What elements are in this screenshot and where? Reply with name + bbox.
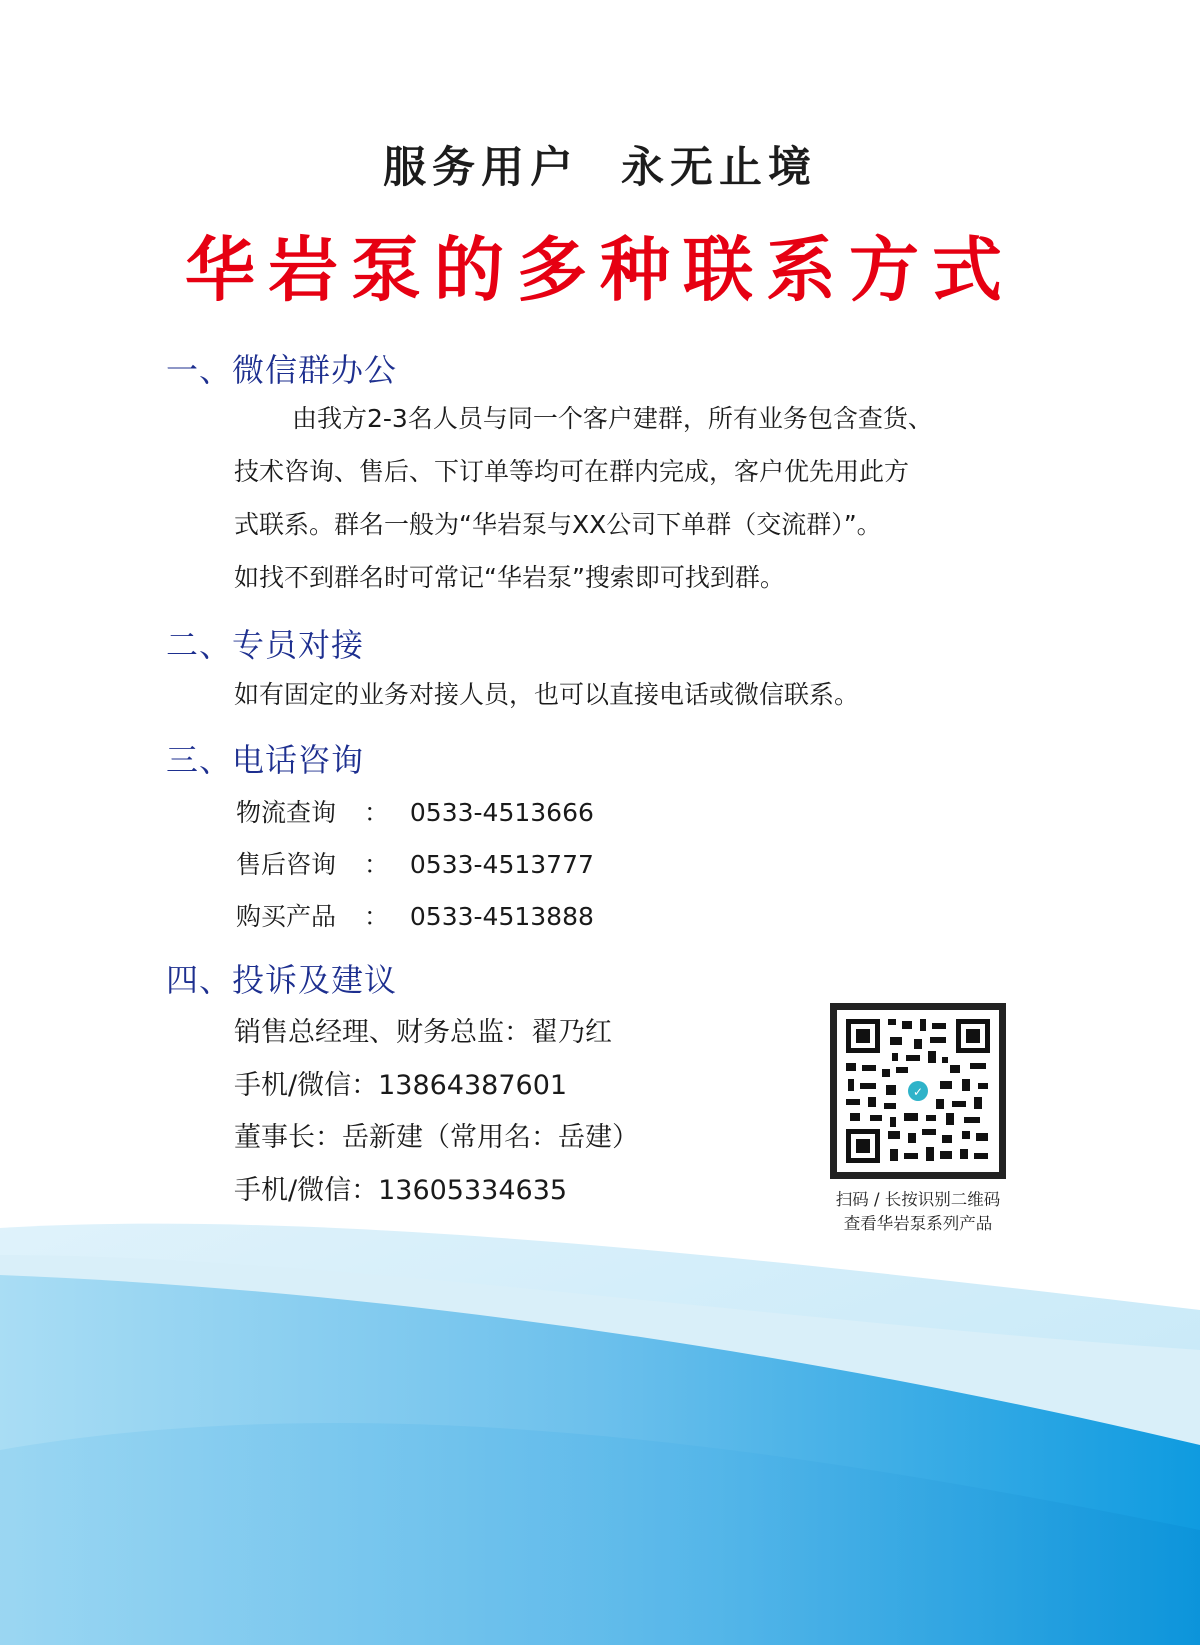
phone-row-logistics xyxy=(236,793,594,829)
main-title: 华岩泵的多种联系方式 xyxy=(185,229,1015,311)
qr-caption-line: 查看华岩泵系列产品 xyxy=(843,1214,993,1233)
paragraph-line: 技术咨询、售后、下订单等均可在群内完成，客户优先用此方 xyxy=(234,457,910,486)
section-heading-dedicated-contact: 二、专员对接 xyxy=(166,626,365,664)
phone-number[interactable]: 0533-4513777 xyxy=(409,850,594,879)
phone-colon: ： xyxy=(363,902,389,931)
phone-row-after-sales xyxy=(236,845,594,881)
qr-caption xyxy=(810,1188,1026,1236)
phone-colon: ： xyxy=(363,798,389,827)
paragraph-line: 由我方2-3名人员与同一个客户建群，所有业务包含查货、 xyxy=(292,404,933,433)
section-heading-complaints: 四、投诉及建议 xyxy=(166,961,398,999)
phone-label: 购买产品 xyxy=(236,902,337,931)
blue-wave-background xyxy=(0,1200,1200,1645)
section-heading-phone: 三、电话咨询 xyxy=(166,741,365,779)
svg-text:✓: ✓ xyxy=(912,1085,924,1099)
slogan: 服务用户 永无止境 xyxy=(383,143,817,193)
paragraph-line: 式联系。群名一般为“华岩泵与XX公司下单群（交流群）”。 xyxy=(234,510,882,539)
phone-colon: ： xyxy=(363,850,389,879)
phone-row-purchase xyxy=(236,897,594,933)
contact-line: 销售总经理、财务总监：翟乃红 xyxy=(234,1017,612,1048)
phone-label: 售后咨询 xyxy=(236,850,337,879)
contact-line: 手机/微信：13605334635 xyxy=(234,1175,568,1206)
paragraph-line: 如找不到群名时可常记“华岩泵”搜索即可找到群。 xyxy=(234,563,785,592)
phone-number[interactable]: 0533-4513888 xyxy=(409,902,594,931)
dedicated-contact-text: 如有固定的业务对接人员，也可以直接电话或微信联系。 xyxy=(234,680,860,709)
wechat-group-paragraph xyxy=(234,392,1034,604)
contact-line: 手机/微信：13864387601 xyxy=(234,1070,568,1101)
qr-code-icon[interactable] xyxy=(830,1003,1006,1179)
phone-label: 物流查询 xyxy=(236,798,337,827)
phone-number[interactable]: 0533-4513666 xyxy=(409,798,594,827)
qr-caption-line: 扫码 / 长按识别二维码 xyxy=(835,1190,1001,1209)
contact-line: 董事长：岳新建（常用名：岳建） xyxy=(234,1122,639,1153)
section-heading-wechat-group: 一、微信群办公 xyxy=(166,351,398,389)
